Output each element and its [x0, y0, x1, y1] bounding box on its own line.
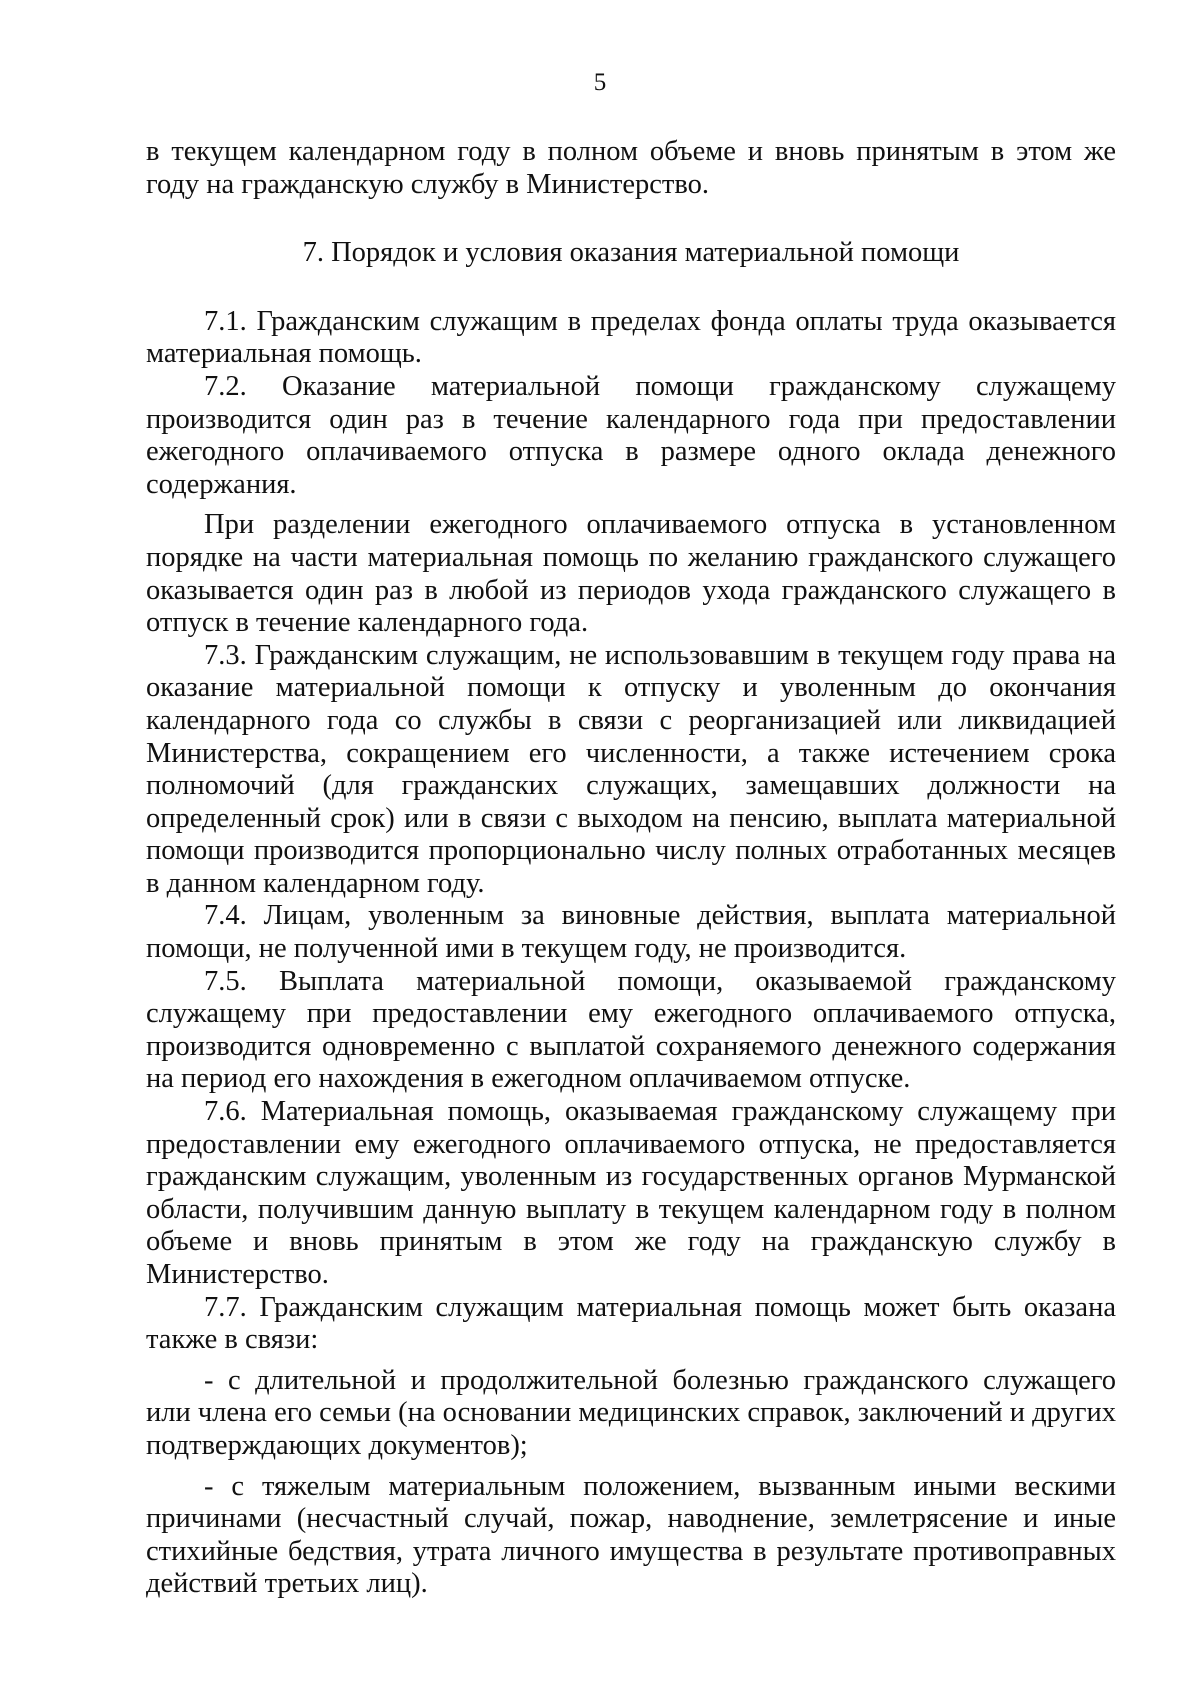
intro-paragraph: в текущем календарном году в полном объеме и вновь принятым в этом же году на гражданскую службу в Министерство. — [146, 136, 1116, 200]
paragraph-7-6: 7.6. Материальная помощь, оказываемая гражданскому служащему при предоставлении ему ежегодного оплачиваемого отпуска, не предоставляется гражданским служащим, уволенным из государственных органов Мурманской области, получившим данную выплату в текущем календарном году в полном объеме и вновь принятым в этом же году на гражданскую службу в Министерство. — [146, 1096, 1116, 1290]
paragraph-7-2: 7.2. Оказание материальной помощи гражданскому служащему производится один раз в течение календарного года при предоставлении ежегодного оплачиваемого отпуска в размере одного оклада денежного содержания. — [146, 370, 1116, 500]
page-number: 5 — [593, 69, 607, 96]
document-body — [146, 136, 1116, 1601]
section-title: 7. Порядок и условия оказания материальной помощи — [302, 237, 960, 269]
paragraph-7-3: 7.3. Гражданским служащим, не использовавшим в текущем году права на оказание материальной помощи к отпуску и уволенным до окончания календарного года со службы в связи с реорганизацией или ликвидацией Министерства, сокращением его численности, а также истечением срока полномочий (для гражданских служащих, замещавших должности на определенный срок) или в связи с выходом на пенсию, выплата материальной помощи производится пропорционально числу полных отработанных месяцев в данном календарном году. — [146, 639, 1116, 899]
paragraph-7-7: 7.7. Гражданским служащим материальная помощь может быть оказана также в связи: — [146, 1291, 1116, 1356]
list-item-illness: - с длительной и продолжительной болезнью гражданского служащего или члена его семьи (на основании медицинских справок, заключений и других подтверждающих документов); — [146, 1364, 1116, 1461]
paragraph-7-1: 7.1. Гражданским служащим в пределах фонда оплаты труда оказывается материальная помощь. — [146, 305, 1116, 370]
paragraph-7-5: 7.5. Выплата материальной помощи, оказываемой гражданскому служащему при предоставлении ему ежегодного оплачиваемого отпуска, производится одновременно с выплатой сохраняемого денежного содержания на период его нахождения в ежегодном оплачиваемом отпуске. — [146, 965, 1116, 1095]
paragraph-7-4: 7.4. Лицам, уволенным за виновные действия, выплата материальной помощи, не полученной ими в текущем году, не производится. — [146, 900, 1116, 965]
list-item-hardship: - с тяжелым материальным положением, вызванным иными вескими причинами (несчастный случай, пожар, наводнение, землетрясение и иные стихийные бедствия, утрата личного имущества в результате противоправных действий третьих лиц). — [146, 1470, 1116, 1600]
paragraph-7-2-continued: При разделении ежегодного оплачиваемого отпуска в установленном порядке на части материальная помощь по желанию гражданского служащего оказывается один раз в любой из периодов ухода гражданского служащего в отпуск в течение календарного года. — [146, 509, 1116, 639]
